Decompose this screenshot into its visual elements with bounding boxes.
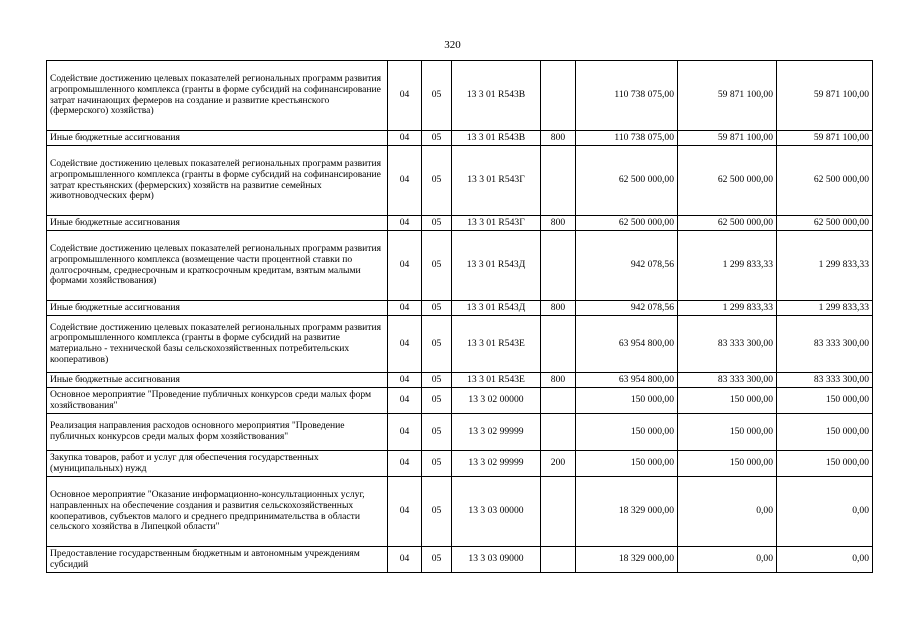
table-row [47, 231, 873, 301]
amount-year-2-cell: 150 000,00 [678, 388, 777, 414]
amount-year-2-cell: 150 000,00 [678, 451, 777, 477]
target-article-cell: 13 3 01 R543Е [452, 316, 541, 373]
amount-year-1-cell: 63 954 800,00 [576, 316, 678, 373]
subsection-code-cell: 05 [422, 231, 452, 301]
amount-year-3-cell: 62 500 000,00 [777, 146, 873, 216]
section-code-cell: 04 [388, 388, 422, 414]
table-row [47, 61, 873, 131]
subsection-code-cell: 05 [422, 451, 452, 477]
section-code-cell: 04 [388, 547, 422, 573]
section-code-cell: 04 [388, 131, 422, 146]
budget-table-body [47, 61, 873, 573]
expense-type-cell [541, 316, 576, 373]
section-code-cell: 04 [388, 477, 422, 547]
expense-type-cell: 800 [541, 131, 576, 146]
amount-year-3-cell: 0,00 [777, 547, 873, 573]
table-row [47, 414, 873, 451]
amount-year-1-cell: 150 000,00 [576, 414, 678, 451]
subsection-code-cell: 05 [422, 131, 452, 146]
amount-year-3-cell: 59 871 100,00 [777, 131, 873, 146]
section-code-cell: 04 [388, 61, 422, 131]
amount-year-3-cell: 0,00 [777, 477, 873, 547]
expense-type-cell: 800 [541, 373, 576, 388]
table-row [47, 131, 873, 146]
row-name-cell: Основное мероприятие "Оказание информационно-консультационных услуг, направленных на обеспечение создания и развития сельскохозяйственных кооперативов, субъектов малого и среднего предпринимательства в области сельского хозяйства в Липецкой области" [47, 477, 388, 547]
amount-year-3-cell: 150 000,00 [777, 388, 873, 414]
amount-year-3-cell: 150 000,00 [777, 414, 873, 451]
amount-year-2-cell: 0,00 [678, 477, 777, 547]
amount-year-1-cell: 942 078,56 [576, 231, 678, 301]
subsection-code-cell: 05 [422, 547, 452, 573]
table-row [47, 547, 873, 573]
table-row [47, 316, 873, 373]
amount-year-1-cell: 62 500 000,00 [576, 216, 678, 231]
table-row [47, 216, 873, 231]
subsection-code-cell: 05 [422, 373, 452, 388]
amount-year-3-cell: 150 000,00 [777, 451, 873, 477]
row-name-cell: Содействие достижению целевых показателей региональных программ развития агропромышленного комплекса (гранты в форме субсидий на развитие материально - технической базы сельскохозяйственных потребительских кооперативов) [47, 316, 388, 373]
expense-type-cell [541, 414, 576, 451]
expense-type-cell: 200 [541, 451, 576, 477]
section-code-cell: 04 [388, 414, 422, 451]
row-name-cell: Иные бюджетные ассигнования [47, 131, 388, 146]
target-article-cell: 13 3 01 R543Г [452, 216, 541, 231]
subsection-code-cell: 05 [422, 61, 452, 131]
amount-year-2-cell: 59 871 100,00 [678, 131, 777, 146]
target-article-cell: 13 3 01 R543В [452, 61, 541, 131]
target-article-cell: 13 3 03 00000 [452, 477, 541, 547]
target-article-cell: 13 3 01 R543Е [452, 373, 541, 388]
amount-year-2-cell: 59 871 100,00 [678, 61, 777, 131]
target-article-cell: 13 3 01 R543Д [452, 231, 541, 301]
target-article-cell: 13 3 02 00000 [452, 388, 541, 414]
row-name-cell: Содействие достижению целевых показателей региональных программ развития агропромышленного комплекса (возмещение части процентной ставки по долгосрочным, среднесрочным и краткосрочным кредитам, взятым малыми формами хозяйствования) [47, 231, 388, 301]
expense-type-cell [541, 477, 576, 547]
row-name-cell: Реализация направления расходов основного мероприятия "Проведение публичных конкурсов среди малых форм хозяйствования" [47, 414, 388, 451]
table-row [47, 451, 873, 477]
expense-type-cell [541, 61, 576, 131]
subsection-code-cell: 05 [422, 477, 452, 547]
page-number: 320 [444, 39, 461, 51]
amount-year-1-cell: 63 954 800,00 [576, 373, 678, 388]
section-code-cell: 04 [388, 316, 422, 373]
row-name-cell: Содействие достижению целевых показателей региональных программ развития агропромышленного комплекса (гранты в форме субсидий на софинансирование затрат начинающих фермеров на создание и развитие крестьянского (фермерского) хозяйства) [47, 61, 388, 131]
amount-year-1-cell: 110 738 075,00 [576, 131, 678, 146]
amount-year-1-cell: 110 738 075,00 [576, 61, 678, 131]
target-article-cell: 13 3 03 09000 [452, 547, 541, 573]
section-code-cell: 04 [388, 301, 422, 316]
row-name-cell: Основное мероприятие "Проведение публичных конкурсов среди малых форм хозяйствования" [47, 388, 388, 414]
expense-type-cell [541, 388, 576, 414]
target-article-cell: 13 3 01 R543Д [452, 301, 541, 316]
row-name-cell: Иные бюджетные ассигнования [47, 301, 388, 316]
subsection-code-cell: 05 [422, 316, 452, 373]
amount-year-2-cell: 83 333 300,00 [678, 373, 777, 388]
expense-type-cell: 800 [541, 301, 576, 316]
target-article-cell: 13 3 02 99999 [452, 451, 541, 477]
amount-year-1-cell: 150 000,00 [576, 388, 678, 414]
amount-year-1-cell: 18 329 000,00 [576, 547, 678, 573]
amount-year-1-cell: 62 500 000,00 [576, 146, 678, 216]
subsection-code-cell: 05 [422, 216, 452, 231]
amount-year-1-cell: 18 329 000,00 [576, 477, 678, 547]
amount-year-2-cell: 1 299 833,33 [678, 231, 777, 301]
expense-type-cell [541, 231, 576, 301]
amount-year-2-cell: 62 500 000,00 [678, 146, 777, 216]
subsection-code-cell: 05 [422, 388, 452, 414]
section-code-cell: 04 [388, 216, 422, 231]
amount-year-2-cell: 150 000,00 [678, 414, 777, 451]
row-name-cell: Предоставление государственным бюджетным и автономным учреждениям субсидий [47, 547, 388, 573]
amount-year-3-cell: 59 871 100,00 [777, 61, 873, 131]
section-code-cell: 04 [388, 451, 422, 477]
expense-type-cell [541, 547, 576, 573]
expense-type-cell: 800 [541, 216, 576, 231]
amount-year-3-cell: 83 333 300,00 [777, 373, 873, 388]
subsection-code-cell: 05 [422, 146, 452, 216]
expense-type-cell [541, 146, 576, 216]
table-row [47, 388, 873, 414]
subsection-code-cell: 05 [422, 301, 452, 316]
table-row [47, 477, 873, 547]
amount-year-2-cell: 83 333 300,00 [678, 316, 777, 373]
amount-year-1-cell: 942 078,56 [576, 301, 678, 316]
table-row [47, 301, 873, 316]
subsection-code-cell: 05 [422, 414, 452, 451]
amount-year-1-cell: 150 000,00 [576, 451, 678, 477]
section-code-cell: 04 [388, 231, 422, 301]
row-name-cell: Иные бюджетные ассигнования [47, 373, 388, 388]
section-code-cell: 04 [388, 146, 422, 216]
section-code-cell: 04 [388, 373, 422, 388]
row-name-cell: Закупка товаров, работ и услуг для обеспечения государственных (муниципальных) нужд [47, 451, 388, 477]
target-article-cell: 13 3 02 99999 [452, 414, 541, 451]
amount-year-2-cell: 0,00 [678, 547, 777, 573]
target-article-cell: 13 3 01 R543Г [452, 146, 541, 216]
amount-year-3-cell: 83 333 300,00 [777, 316, 873, 373]
row-name-cell: Содействие достижению целевых показателей региональных программ развития агропромышленного комплекса (гранты в форме субсидий на софинансирование затрат крестьянских (фермерских) хозяйств на развитие семейных животноводческих ферм) [47, 146, 388, 216]
amount-year-2-cell: 1 299 833,33 [678, 301, 777, 316]
amount-year-3-cell: 1 299 833,33 [777, 301, 873, 316]
row-name-cell: Иные бюджетные ассигнования [47, 216, 388, 231]
target-article-cell: 13 3 01 R543В [452, 131, 541, 146]
budget-table [46, 60, 873, 573]
amount-year-3-cell: 1 299 833,33 [777, 231, 873, 301]
amount-year-3-cell: 62 500 000,00 [777, 216, 873, 231]
table-row [47, 146, 873, 216]
amount-year-2-cell: 62 500 000,00 [678, 216, 777, 231]
table-row [47, 373, 873, 388]
